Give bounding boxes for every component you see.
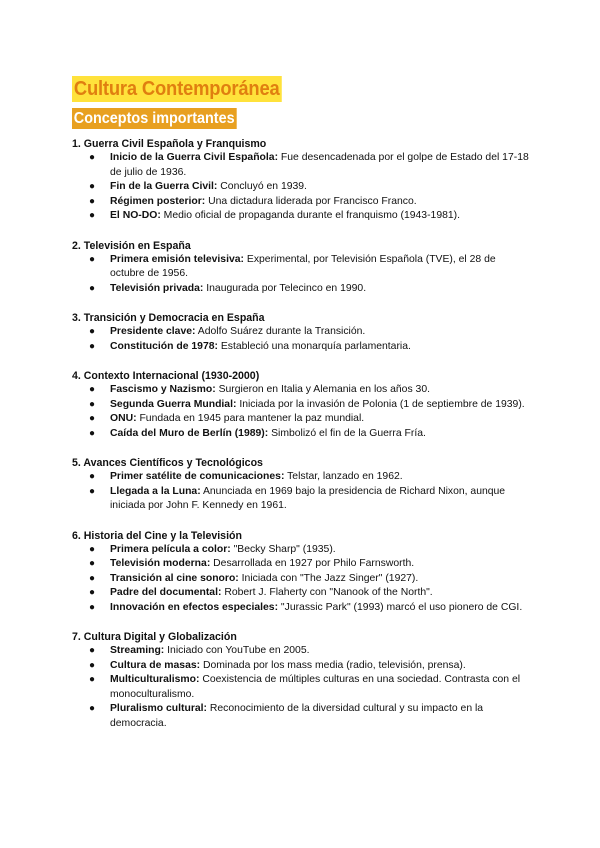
bullet-icon: ● <box>89 326 96 337</box>
item-term: Streaming: <box>110 645 165 656</box>
item-term: Primera película a color: <box>110 543 231 555</box>
item-term: Primer satélite de comunicaciones: <box>110 471 285 482</box>
item-text: Fue desencadenada por el golpe de Estado del 17-18 de julio de 1936. <box>110 152 529 178</box>
item-term: Multiculturalismo: <box>110 674 200 685</box>
item-term: Transición al cine sonoro: <box>110 572 239 584</box>
bullet-list <box>72 151 532 224</box>
bullet-list <box>72 644 532 731</box>
section-heading: 4. Contexto Internacional (1930-2000) <box>72 370 260 382</box>
item-term: Presidente clave: <box>110 326 196 337</box>
list-item <box>72 195 532 210</box>
list-item <box>72 282 532 297</box>
item-text: Coexistencia de múltiples culturas en una sociedad. Contrasta con el monoculturalismo. <box>110 674 521 700</box>
item-term: Primera emisión televisiva: <box>110 253 244 265</box>
item-text: Dominada por los mass media (radio, televisión, prensa). <box>200 659 466 671</box>
bullet-icon: ● <box>89 152 96 163</box>
bullet-icon: ● <box>89 587 96 598</box>
bullet-icon: ● <box>89 674 96 685</box>
list-item <box>72 485 532 514</box>
item-text: Surgieron en Italia y Alemania en los años 30. <box>215 384 430 395</box>
section <box>72 630 532 731</box>
list-item <box>72 702 532 731</box>
item-text: Una dictadura liderada por Francisco Franco. <box>205 195 417 207</box>
section <box>72 456 532 514</box>
item-term: ONU: <box>110 413 137 424</box>
page-subtitle: Conceptos importantes <box>73 110 235 127</box>
section-heading: 2. Televisión en España <box>72 239 191 252</box>
list-item <box>72 470 532 485</box>
bullet-icon: ● <box>89 340 96 352</box>
bullet-icon: ● <box>89 703 96 714</box>
bullet-icon: ● <box>89 384 96 395</box>
item-text: "Jurassic Park" (1993) marcó el uso pionero de CGI. <box>278 601 523 613</box>
item-text: Simbolizó el fin de la Guerra Fría. <box>268 427 426 439</box>
item-term: Constitución de 1978: <box>110 340 218 352</box>
item-term: Padre del documental: <box>110 587 222 598</box>
bullet-list <box>72 543 532 616</box>
document-content <box>72 137 532 746</box>
item-term: El NO-DO: <box>110 210 161 221</box>
item-text: Iniciada con "The Jazz Singer" (1927). <box>238 572 419 584</box>
bullet-list <box>72 470 532 514</box>
section-heading: 3. Transición y Democracia en España <box>72 312 265 324</box>
bullet-list <box>72 383 532 441</box>
bullet-list <box>72 325 532 354</box>
list-item <box>72 151 532 180</box>
item-text: Fundada en 1945 para mantener la paz mundial. <box>136 413 365 424</box>
item-term: Televisión privada: <box>110 282 204 294</box>
section-heading: 6. Historia del Cine y la Televisión <box>72 529 242 542</box>
bullet-icon: ● <box>89 659 96 671</box>
list-item <box>72 412 532 427</box>
list-item <box>72 325 532 340</box>
list-item <box>72 427 532 442</box>
item-term: Inicio de la Guerra Civil Española: <box>110 152 279 163</box>
page-title: Cultura Contemporánea <box>73 78 280 100</box>
section <box>72 529 532 616</box>
list-item <box>72 253 532 282</box>
bullet-list <box>72 253 532 297</box>
section <box>72 311 532 354</box>
item-term: Segunda Guerra Mundial: <box>110 398 237 410</box>
bullet-icon: ● <box>89 645 96 656</box>
section <box>72 137 532 224</box>
section <box>72 239 532 297</box>
item-text: Iniciada por la invasión de Polonia (1 de septiembre de 1939). <box>236 398 525 410</box>
item-text: Robert J. Flaherty con "Nanook of the North". <box>221 587 433 598</box>
item-text: Reconocimiento de la diversidad cultural y su impacto en la democracia. <box>110 703 484 729</box>
item-text: Experimental, por Televisión Española (TVE), el 28 de octubre de 1956. <box>110 253 496 279</box>
list-item <box>72 586 532 601</box>
bullet-icon: ● <box>89 543 96 555</box>
list-item <box>72 644 532 659</box>
bullet-icon: ● <box>89 282 96 294</box>
item-text: Adolfo Suárez durante la Transición. <box>195 326 366 337</box>
item-text: Anunciada en 1969 bajo la presidencia de Richard Nixon, aunque iniciada por John F. Kennedy en 1961. <box>110 485 506 511</box>
list-item <box>72 383 532 398</box>
item-term: Régimen posterior: <box>110 195 206 207</box>
list-item <box>72 659 532 674</box>
bullet-icon: ● <box>89 195 96 207</box>
bullet-icon: ● <box>89 558 96 569</box>
bullet-icon: ● <box>89 253 96 265</box>
section-heading: 7. Cultura Digital y Globalización <box>72 631 237 643</box>
list-item <box>72 572 532 587</box>
bullet-icon: ● <box>89 181 96 192</box>
list-item <box>72 340 532 355</box>
bullet-icon: ● <box>89 210 96 221</box>
item-text: "Becky Sharp" (1935). <box>230 543 336 555</box>
list-item <box>72 557 532 572</box>
item-term: Televisión moderna: <box>110 558 211 569</box>
item-text: Medio oficial de propaganda durante el franquismo (1943-1981). <box>160 210 461 221</box>
list-item <box>72 601 532 616</box>
item-term: Fin de la Guerra Civil: <box>110 181 218 192</box>
item-text: Concluyó en 1939. <box>217 181 307 192</box>
item-term: Llegada a la Luna: <box>110 485 201 497</box>
section-heading: 1. Guerra Civil Española y Franquismo <box>72 138 267 150</box>
section <box>72 369 532 441</box>
list-item <box>72 180 532 195</box>
section-heading: 5. Avances Científicos y Tecnológicos <box>72 457 263 469</box>
bullet-icon: ● <box>89 413 96 424</box>
item-term: Caída del Muro de Berlín (1989): <box>110 427 269 439</box>
bullet-icon: ● <box>89 572 96 584</box>
list-item <box>72 209 532 224</box>
item-text: Desarrollada en 1927 por Philo Farnsworth. <box>210 558 415 569</box>
item-text: Iniciado con YouTube en 2005. <box>164 645 310 656</box>
bullet-icon: ● <box>89 485 96 497</box>
bullet-icon: ● <box>89 427 96 439</box>
item-text: Telstar, lanzado en 1962. <box>284 471 403 482</box>
item-term: Innovación en efectos especiales: <box>110 601 279 613</box>
item-text: Estableció una monarquía parlamentaria. <box>217 340 411 352</box>
bullet-icon: ● <box>89 471 96 482</box>
item-term: Fascismo y Nazismo: <box>110 384 216 395</box>
bullet-icon: ● <box>89 398 96 410</box>
bullet-icon: ● <box>89 601 96 613</box>
list-item <box>72 543 532 558</box>
item-text: Inaugurada por Telecinco en 1990. <box>203 282 367 294</box>
item-term: Cultura de masas: <box>110 659 201 671</box>
item-term: Pluralismo cultural: <box>110 703 208 714</box>
list-item <box>72 398 532 413</box>
list-item <box>72 673 532 702</box>
